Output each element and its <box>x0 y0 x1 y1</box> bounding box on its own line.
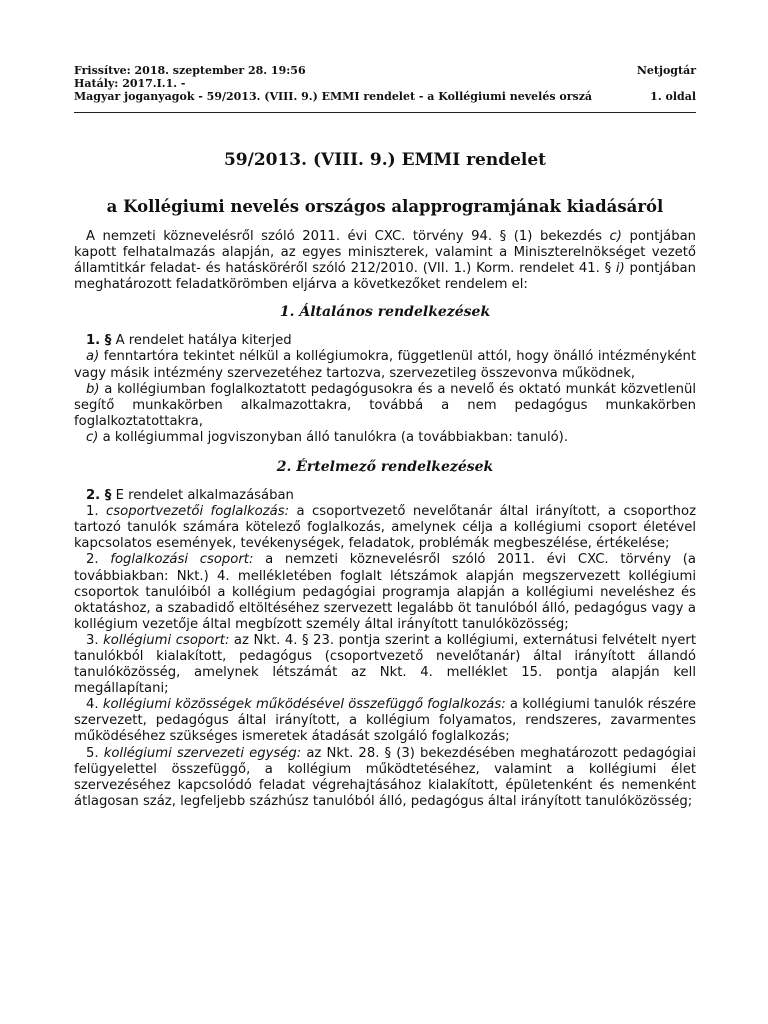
paragraph-2-intro: 2. § E rendelet alkalmazásában <box>86 488 294 504</box>
paragraph-1-point-a: a) fenntartóra tekintet nélkül a kollégiumokra, függetlenül attól, hogy önálló intézményként vagy másik intézmény szervezetéhez tartozva, szervezetileg összevonva működnek, <box>74 349 696 381</box>
section-1-heading: 1. Általános rendelkezések <box>279 304 491 321</box>
page-number: 1. oldal <box>650 90 696 103</box>
definition-1: 1. csoportvezetői foglalkozás: a csoportvezető nevelőtanár által irányított, a csoporthoz tartozó tanulók számára kötelező foglalkozás, amelynek célja a kollégiumi csoport életével kapcsolatos események, tevékenységek, feladatok, problémák megbeszélése, értékelése; <box>74 504 696 552</box>
brand-name: Netjogtár <box>636 64 696 77</box>
preamble-paragraph: A nemzeti köznevelésről szóló 2011. évi CXC. törvény 94. § (1) bekezdés c) pontjában kapott felhatalmazás alapján, az egyes miniszterek, valamint a Miniszterelnökséget vezető államtitkár feladat- és hatásköréről szóló 212/2010. (VII. 1.) Korm. rendelet 41. § i) pontjában meghatározott feladatkörömben eljárva a következőket rendelem el: <box>74 229 697 293</box>
document-page <box>74 64 696 810</box>
document-subtitle: a Kollégiumi nevelés országos alapprogramjának kiadásáról <box>106 197 664 216</box>
definition-5: 5. kollégiumi szervezeti egység: az Nkt. 28. § (3) bekezdésében meghatározott pedagógiai felügyelettel összefüggő, a kollégium működtetéséhez, valamint a kollégiumi élet szervezéséhez kapcsolódó feladat végrehajtásához kialakított, épületenként és nemenként átlagosan száz, legfeljebb százhúsz tanulóból álló, pedagógus által irányított tanulóközösség; <box>74 745 696 809</box>
definition-3: 3. kollégiumi csoport: az Nkt. 4. § 23. pontja szerint a kollégiumi, externátusi felvételt nyert tanulókból kialakított, pedagógus (csoportvezető nevelőtanár) által irányított állandó tanulóközösség, amelynek létszámát az Nkt. 4. melléklet 15. pontja alapján kell megállapítani; <box>74 632 696 697</box>
section-2-heading: 2. Értelmező rendelkezések <box>276 459 494 476</box>
document-title: 59/2013. (VIII. 9.) EMMI rendelet <box>223 150 547 170</box>
paragraph-1-intro: 1. § A rendelet hatálya kiterjed <box>86 333 292 349</box>
page-header <box>74 64 696 113</box>
in-force-date: Hatály: 2017.I.1. - <box>74 77 186 90</box>
paragraph-1-point-c: c) a kollégiummal jogviszonyban álló tanulókra (a továbbiakban: tanuló). <box>86 429 569 445</box>
document-reference: Magyar joganyagok - 59/2013. (VIII. 9.) EMMI rendelet - a Kollégiumi nevelés orszá <box>74 90 593 103</box>
updated-date: Frissítve: 2018. szeptember 28. 19:56 <box>74 64 306 77</box>
definition-4: 4. kollégiumi közösségek működésével összefüggő foglalkozás: a kollégiumi tanulók részére szervezett, pedagógus által irányított, a kollégium folyamatos, rendszeres, zavarmentes működéséhez szükséges ismeretek átadását szolgáló foglalkozás; <box>74 697 696 745</box>
document-body <box>74 217 696 810</box>
header-divider <box>74 112 696 113</box>
paragraph-1-point-b: b) a kollégiumban foglalkoztatott pedagógusokra és a nevelő és oktató munkát közvetlenül segítő munkakörben alkalmazottakra, továbbá a nem pedagógus munkakörben foglalkoztatottakra, <box>74 381 696 429</box>
definition-2: 2. foglalkozási csoport: a nemzeti köznevelésről szóló 2011. évi CXC. törvény (a továbbiakban: Nkt.) 4. mellékletében foglalt létszámok alapján megszervezett kollégiumi csoportok tanulóiból a kollégium pedagógiai programja alapján a kollégiumi neveléshez és oktatáshoz, a szabadidő eltöltéséhez szervezett legalább öt tanulóból álló, pedagógus vagy a kollégium vezetője által megbízott személy által irányított tanulóközösség; <box>74 552 696 632</box>
